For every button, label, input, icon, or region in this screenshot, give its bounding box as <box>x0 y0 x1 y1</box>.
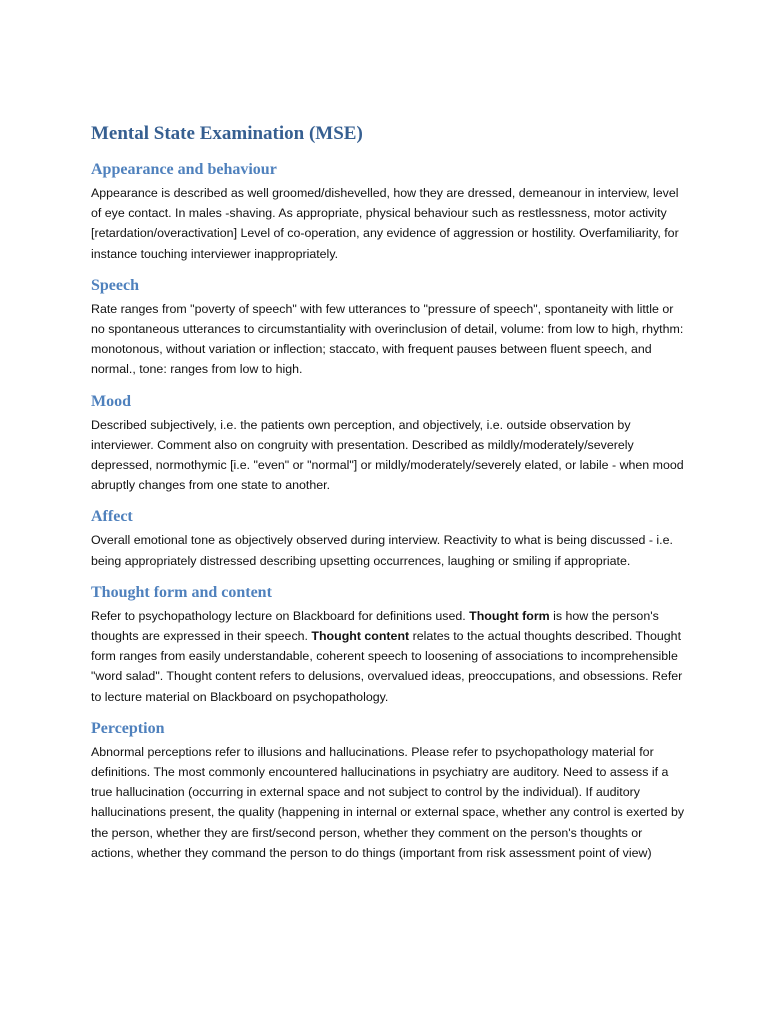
section-body: Described subjectively, i.e. the patients own perception, and objectively, i.e. outside observation by interviewer. Comment also on congruity with presentation. Described as mildly/moderately/severely depressed, normothymic [i.e. "even" or "normal"] or mildly/moderately/severely elated, or labile - when mood abruptly changes from one state to another. <box>91 417 684 493</box>
term-thought-content: Thought content <box>311 629 410 644</box>
section-heading: Appearance and behaviour <box>91 161 277 178</box>
section-heading: Speech <box>91 276 139 294</box>
section-heading: Mood <box>91 392 131 410</box>
section-perception <box>91 719 688 863</box>
section-affect <box>91 507 688 570</box>
section-body: Rate ranges from "poverty of speech" with few utterances to "pressure of speech", spontaneity with little or no spontaneous utterances to circumstantiality with overinclusion of detail, volume: from low to high, rhythm: monotonous, without variation or inflection; staccato, with frequent pauses between fluent speech, and normal., tone: ranges from low to high. <box>91 301 684 377</box>
term-thought-form: Thought form <box>469 608 550 623</box>
body-text: is how the person's thoughts are expressed in their speech. <box>91 608 659 644</box>
section-appearance <box>91 160 688 264</box>
section-heading: Perception <box>91 719 165 737</box>
section-heading: Thought form and content <box>91 583 272 601</box>
section-mood <box>91 392 688 496</box>
section-body: Overall emotional tone as objectively observed during interview. Reactivity to what is being discussed - i.e. being appropriately distressed describing upsetting occurrences, laughing or smiling if appropriate. <box>91 533 673 568</box>
section-body: Appearance is described as well groomed/dishevelled, how they are dressed, demeanour in interview, level of eye contact. In males -shaving. As appropriate, physical behaviour such as restlessness, motor activity [retardation/overactivation] Level of co-operation, any evidence of aggression or hostility. Overfamiliarity, for instance touching interviewer inappropriately. <box>91 186 679 261</box>
section-body <box>91 606 688 707</box>
section-speech <box>91 276 688 380</box>
section-thought <box>91 583 688 707</box>
section-heading: Affect <box>91 508 133 526</box>
body-text: Refer to psychopathology lecture on Blackboard for definitions used. <box>91 608 470 623</box>
section-body: Abnormal perceptions refer to illusions and hallucinations. Please refer to psychopathology material for definitions. The most commonly encountered hallucinations in psychiatry are auditory. Need to assess if a true hallucination (occurring in external space and not subject to control by the individual). If auditory hallucinations present, the quality (happening in internal or external space, whether any control is exerted by the person, whether they are first/second person, whether they comment on the person's thoughts or actions, whether they command the person to do things (important from risk assessment point of view) <box>91 744 685 860</box>
body-text: relates to the actual thoughts described. Thought form ranges from easily understandable, coherent speech to loosening of associations to incomprehensible "word salad". Thought content refers to delusions, overvalued ideas, preoccupations, and obsessions. Refer to lecture material on Blackboard on psychopathology. <box>91 629 683 704</box>
document-title: Mental State Examination (MSE) <box>91 123 363 144</box>
